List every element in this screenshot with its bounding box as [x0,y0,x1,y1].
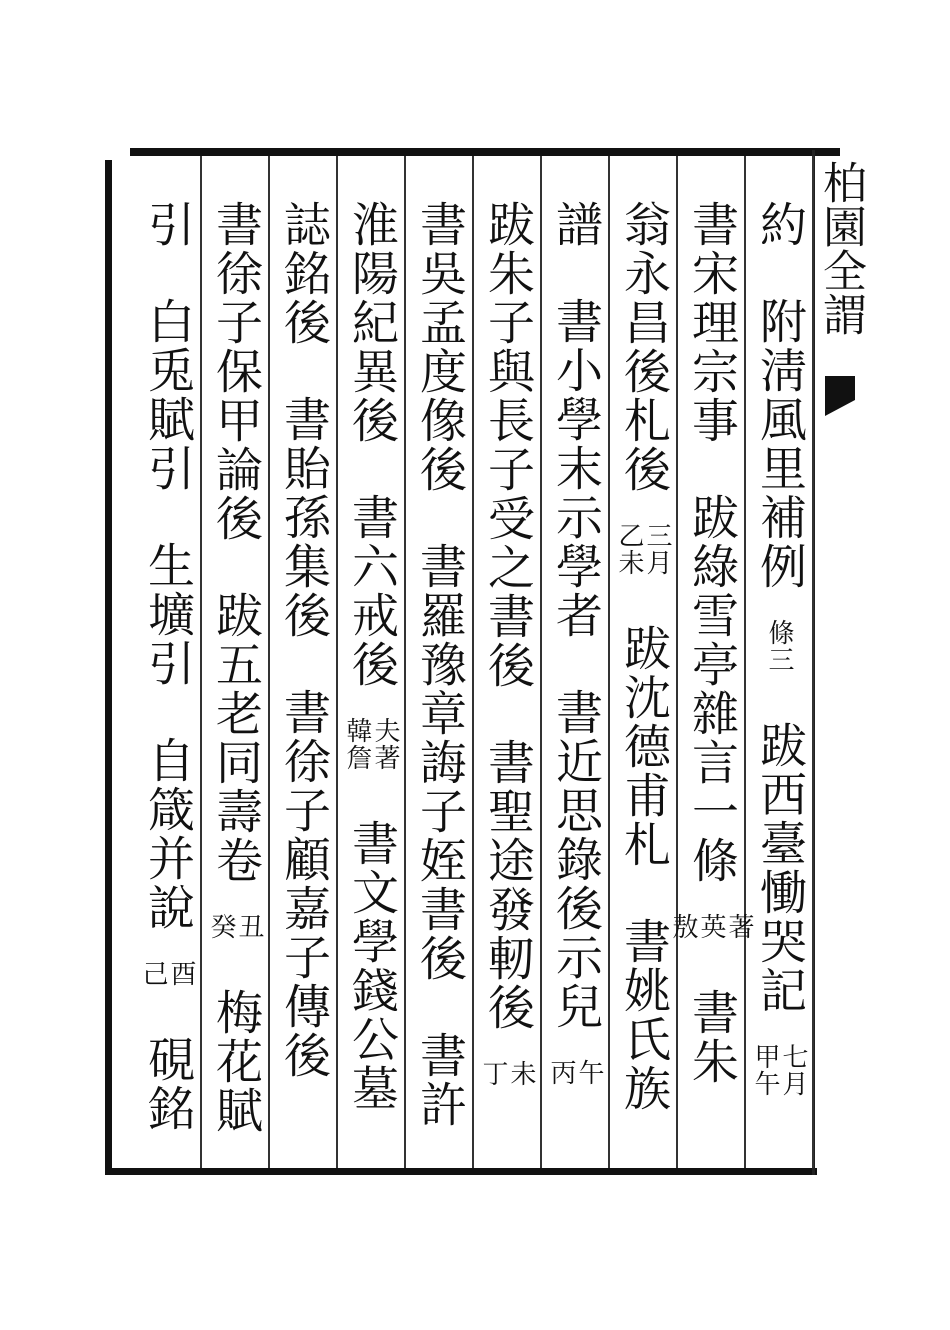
page-margin-title [815,160,865,416]
title-entry: 翁永昌後札後 [616,200,671,494]
annotation-note [615,522,671,576]
title-entry: 跋西臺慟哭記 [752,721,807,1015]
title-entry: 書近思錄後示兒 [548,688,603,1031]
frame-left-border [105,160,112,1175]
title-entry: 跋五老同壽卷 [208,591,263,885]
book-title: 柏園全謂 [815,160,866,336]
title-entry: 白兎賦引 [140,297,195,493]
column-rule [404,156,406,1168]
column-rule [268,156,270,1168]
note-line: 夫著 [370,717,400,771]
title-entry: 書姚氏族 [616,917,671,1113]
column-rule [540,156,542,1168]
annotation-note [669,913,753,940]
note-line: 敖 [668,913,698,940]
title-entry: 生壙引 [140,541,195,688]
column-rule [608,156,610,1168]
title-entry: 書文學錢公墓 [344,819,399,1113]
note-line: 三月 [642,522,672,576]
annotation-note [139,960,195,987]
title-entry: 書許 [412,1031,467,1129]
annotation-note [765,619,793,673]
title-entry: 跋朱子與長子受之書後 [480,200,535,690]
title-entry: 跋沈德甫札 [616,624,671,869]
annotation-note [751,1043,807,1097]
column-rule [336,156,338,1168]
text-column [272,200,334,1080]
annotation-note [547,1059,603,1086]
title-entry: 書六戒後 [344,493,399,689]
text-column [204,200,266,1135]
title-entry: 淮陽紀異後 [344,200,399,445]
text-column [748,200,810,1097]
column-rule [676,156,678,1168]
title-entry: 書聖途發軔後 [480,738,535,1032]
text-column [612,200,674,1113]
note-line: 乙未 [614,522,644,576]
frame-top-border [130,148,840,156]
text-column [476,200,538,1087]
title-entry: 書小學末示學者 [548,297,603,640]
title-entry: 書貽孫集後 [276,395,331,640]
title-entry: 誌銘後 [276,200,331,347]
title-entry: 跋綠雪亭雜言一條 [684,493,739,885]
fish-tail-icon [825,376,855,416]
text-column [408,200,470,1129]
note-line: 條三 [764,619,794,673]
note-line: 酉 [166,960,196,987]
text-column [668,200,754,1086]
note-line: 丙 [546,1059,576,1086]
note-line: 韓詹 [342,717,372,771]
title-entry: 書吳孟度像後 [412,200,467,494]
title-entry: 書朱 [684,988,739,1086]
text-column [136,200,198,1133]
column-rule [200,156,202,1168]
note-line: 英 [696,913,726,940]
text-column [544,200,606,1086]
note-line: 七月 [778,1043,808,1097]
note-line: 午 [574,1059,604,1086]
column-rule [472,156,474,1168]
title-entry: 梅花賦 [208,988,263,1135]
title-entry: 硯銘 [140,1035,195,1133]
title-entry: 書宋理宗事 [684,200,739,445]
title-entry: 譜 [548,200,603,249]
annotation-note [343,717,399,771]
note-line: 丁 [478,1060,508,1087]
title-entry: 附淸風里補例 [752,297,807,591]
note-line: 未 [506,1060,536,1087]
note-line: 己 [138,960,168,987]
column-rule [744,156,746,1168]
title-entry: 書徐子保甲論後 [208,200,263,543]
note-line: 著 [724,913,754,940]
title-entry: 書羅豫章誨子姪書後 [412,542,467,983]
note-line: 癸 [206,913,236,940]
title-entry: 書徐子顧嘉子傳後 [276,688,331,1080]
title-entry: 引 [140,200,195,249]
note-line: 甲午 [750,1043,780,1097]
title-entry: 約 [752,200,807,249]
annotation-note [479,1060,535,1087]
text-column [340,200,402,1113]
column-rule [812,156,814,1168]
frame-bottom-border [105,1168,817,1175]
title-entry: 自箴并說 [140,736,195,932]
annotation-note [207,913,263,940]
note-line: 丑 [234,913,264,940]
